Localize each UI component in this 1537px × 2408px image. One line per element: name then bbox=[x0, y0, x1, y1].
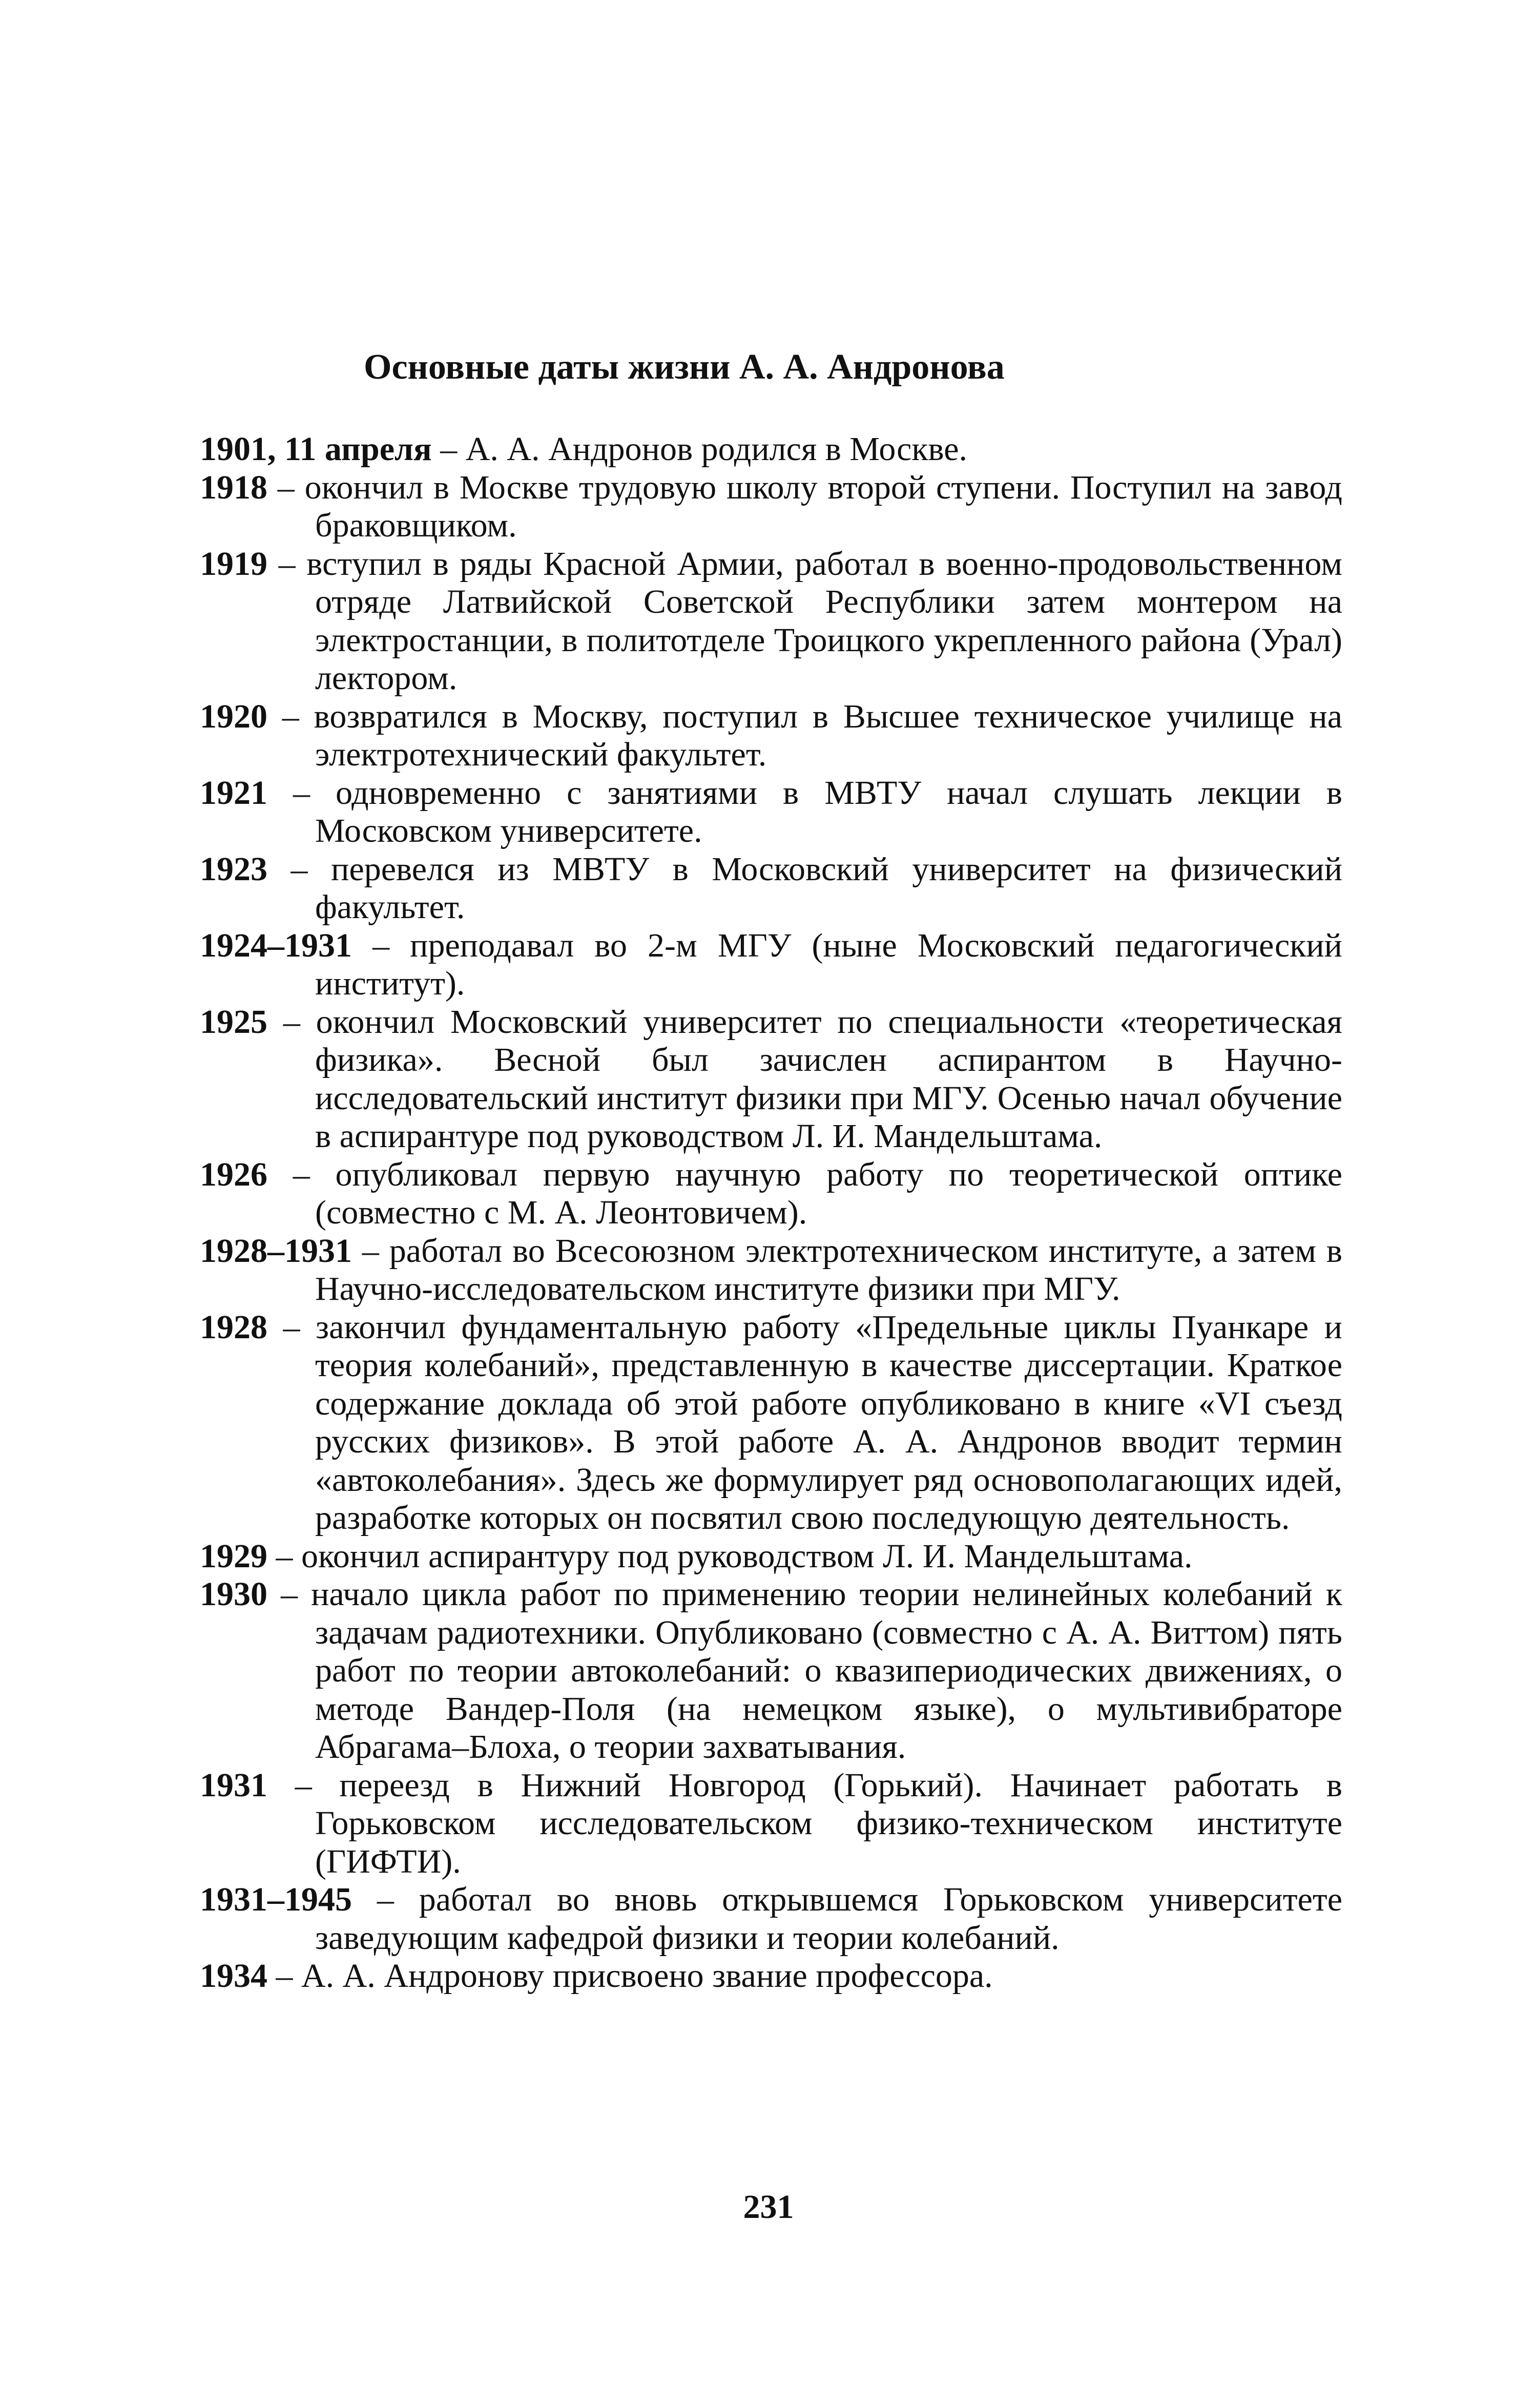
chronology-entry bbox=[200, 1881, 1342, 1957]
chronology-entry bbox=[200, 850, 1342, 927]
entry-text: А. А. Андронову присвоено звание профессора. bbox=[301, 1957, 993, 1995]
entry-date: 1924–1931 bbox=[200, 926, 352, 964]
entry-separator: – bbox=[267, 1003, 316, 1041]
entry-text: А. А. Андронов родился в Москве. bbox=[465, 430, 968, 468]
entry-date: 1918 bbox=[200, 468, 267, 506]
entry-separator: – bbox=[267, 850, 331, 888]
entry-separator: – bbox=[267, 1766, 340, 1804]
chronology-entry bbox=[200, 927, 1342, 1003]
entry-text: закончил фундаментальную работу «Предельные циклы Пуанкаре и теория колебаний», представленную в качестве диссертации. Краткое содержание доклада об этой работе опубликовано в книге «VI съезд русских физиков». В этой работе А. А. Андронов вводит термин «автоколебания». Здесь же формулирует ряд основополагающих идей, разработке которых он посвятил свою последующую деятельность. bbox=[315, 1308, 1343, 1537]
entry-separator: – bbox=[267, 1537, 301, 1575]
page-number: 231 bbox=[743, 2188, 794, 2226]
entry-separator: – bbox=[267, 1575, 311, 1613]
entry-date: 1934 bbox=[200, 1957, 267, 1995]
chronology-entry bbox=[200, 1767, 1342, 1881]
chronology-entry bbox=[200, 1003, 1342, 1156]
entry-date: 1923 bbox=[200, 850, 267, 888]
chronology-entry bbox=[200, 698, 1342, 774]
chronology-entry bbox=[200, 1538, 1342, 1576]
chronology-entry bbox=[200, 1156, 1342, 1232]
entry-date: 1926 bbox=[200, 1155, 267, 1193]
entry-separator: – bbox=[267, 545, 307, 583]
entry-text: начало цикла работ по применению теории нелинейных колебаний к задачам радиотехники. Опубликовано (совместно с А. А. Виттом) пять работ по теории автоколебаний: о квазипериодических движениях, о методе Вандер-Поля (на немецком языке), о мультивибраторе Абрагама–Блоха, о теории захватывания. bbox=[311, 1575, 1343, 1766]
page-title: Основные даты жизни А. А. Андронова bbox=[364, 347, 1005, 387]
entry-text: окончил аспирантуру под руководством Л. И. Мандельштама. bbox=[301, 1537, 1193, 1575]
chronology-entry bbox=[200, 1957, 1342, 1996]
entry-text: переезд в Нижний Новгород (Горький). Начинает работать в Горьковском исследовательском физико-техническом институте (ГИФТИ). bbox=[315, 1766, 1343, 1880]
entry-separator: – bbox=[352, 926, 410, 964]
entry-date: 1921 bbox=[200, 774, 267, 812]
entry-text: опубликовал первую научную работу по теоретической оптике (совместно с М. А. Леонтовичем). bbox=[315, 1155, 1343, 1231]
entry-separator: – bbox=[352, 1881, 419, 1918]
chronology-entry bbox=[200, 1232, 1342, 1309]
entry-text: вступил в ряды Красной Армии, работал в военно-продовольственном отряде Латвийской Советской Республики затем монтером на электростанции, в политотделе Троицкого укрепленного района (Урал) лектором. bbox=[306, 545, 1343, 697]
entry-date: 1931 bbox=[200, 1766, 267, 1804]
entry-text: окончил Московский университет по специальности «теоретическая физика». Весной был зачислен аспирантом в Научно-исследовательский институт физики при МГУ. Осенью начал обучение в аспирантуре под руководством Л. И. Мандельштама. bbox=[315, 1003, 1342, 1155]
entry-date: 1925 bbox=[200, 1003, 267, 1041]
entry-separator: – bbox=[267, 1957, 301, 1995]
entry-text: окончил в Москве трудовую школу второй ступени. Поступил на завод браковщиком. bbox=[304, 468, 1343, 544]
entry-text: перевелся из МВТУ в Московский университет на физический факультет. bbox=[315, 850, 1343, 926]
entry-separator: – bbox=[267, 468, 305, 506]
entry-text: работал во вновь открывшемся Горьковском университете заведующим кафедрой физики и теории колебаний. bbox=[315, 1881, 1343, 1957]
entry-separator: – bbox=[267, 774, 336, 812]
entry-text: возвратился в Москву, поступил в Высшее техническое училище на электротехнический факультет. bbox=[314, 697, 1342, 773]
chronology-list bbox=[200, 430, 1342, 1996]
entry-text: преподавал во 2-м МГУ (ныне Московский педагогический институт). bbox=[315, 926, 1343, 1002]
chronology-entry bbox=[200, 774, 1342, 850]
entry-date: 1920 bbox=[200, 697, 267, 735]
entry-separator: – bbox=[267, 1308, 316, 1346]
chronology-entry bbox=[200, 545, 1342, 698]
entry-text: одновременно с занятиями в МВТУ начал слушать лекции в Московском университете. bbox=[315, 774, 1342, 849]
entry-date: 1930 bbox=[200, 1575, 267, 1613]
entry-separator: – bbox=[431, 430, 466, 468]
entry-date: 1919 bbox=[200, 545, 267, 583]
chronology-entry bbox=[200, 1575, 1342, 1767]
entry-separator: – bbox=[267, 1155, 336, 1193]
entry-date: 1901, 11 апреля bbox=[200, 430, 432, 468]
entry-date: 1931–1945 bbox=[200, 1881, 352, 1918]
chronology-entry bbox=[200, 1309, 1342, 1538]
entry-text: работал во Всесоюзном электротехническом институте, а затем в Научно-исследовательском институте физики при МГУ. bbox=[315, 1232, 1342, 1307]
entry-date: 1928–1931 bbox=[200, 1232, 352, 1270]
chronology-entry bbox=[200, 469, 1342, 545]
entry-separator: – bbox=[267, 697, 314, 735]
entry-date: 1929 bbox=[200, 1537, 267, 1575]
entry-date: 1928 bbox=[200, 1308, 267, 1346]
entry-separator: – bbox=[352, 1232, 389, 1270]
chronology-entry bbox=[200, 430, 1342, 469]
